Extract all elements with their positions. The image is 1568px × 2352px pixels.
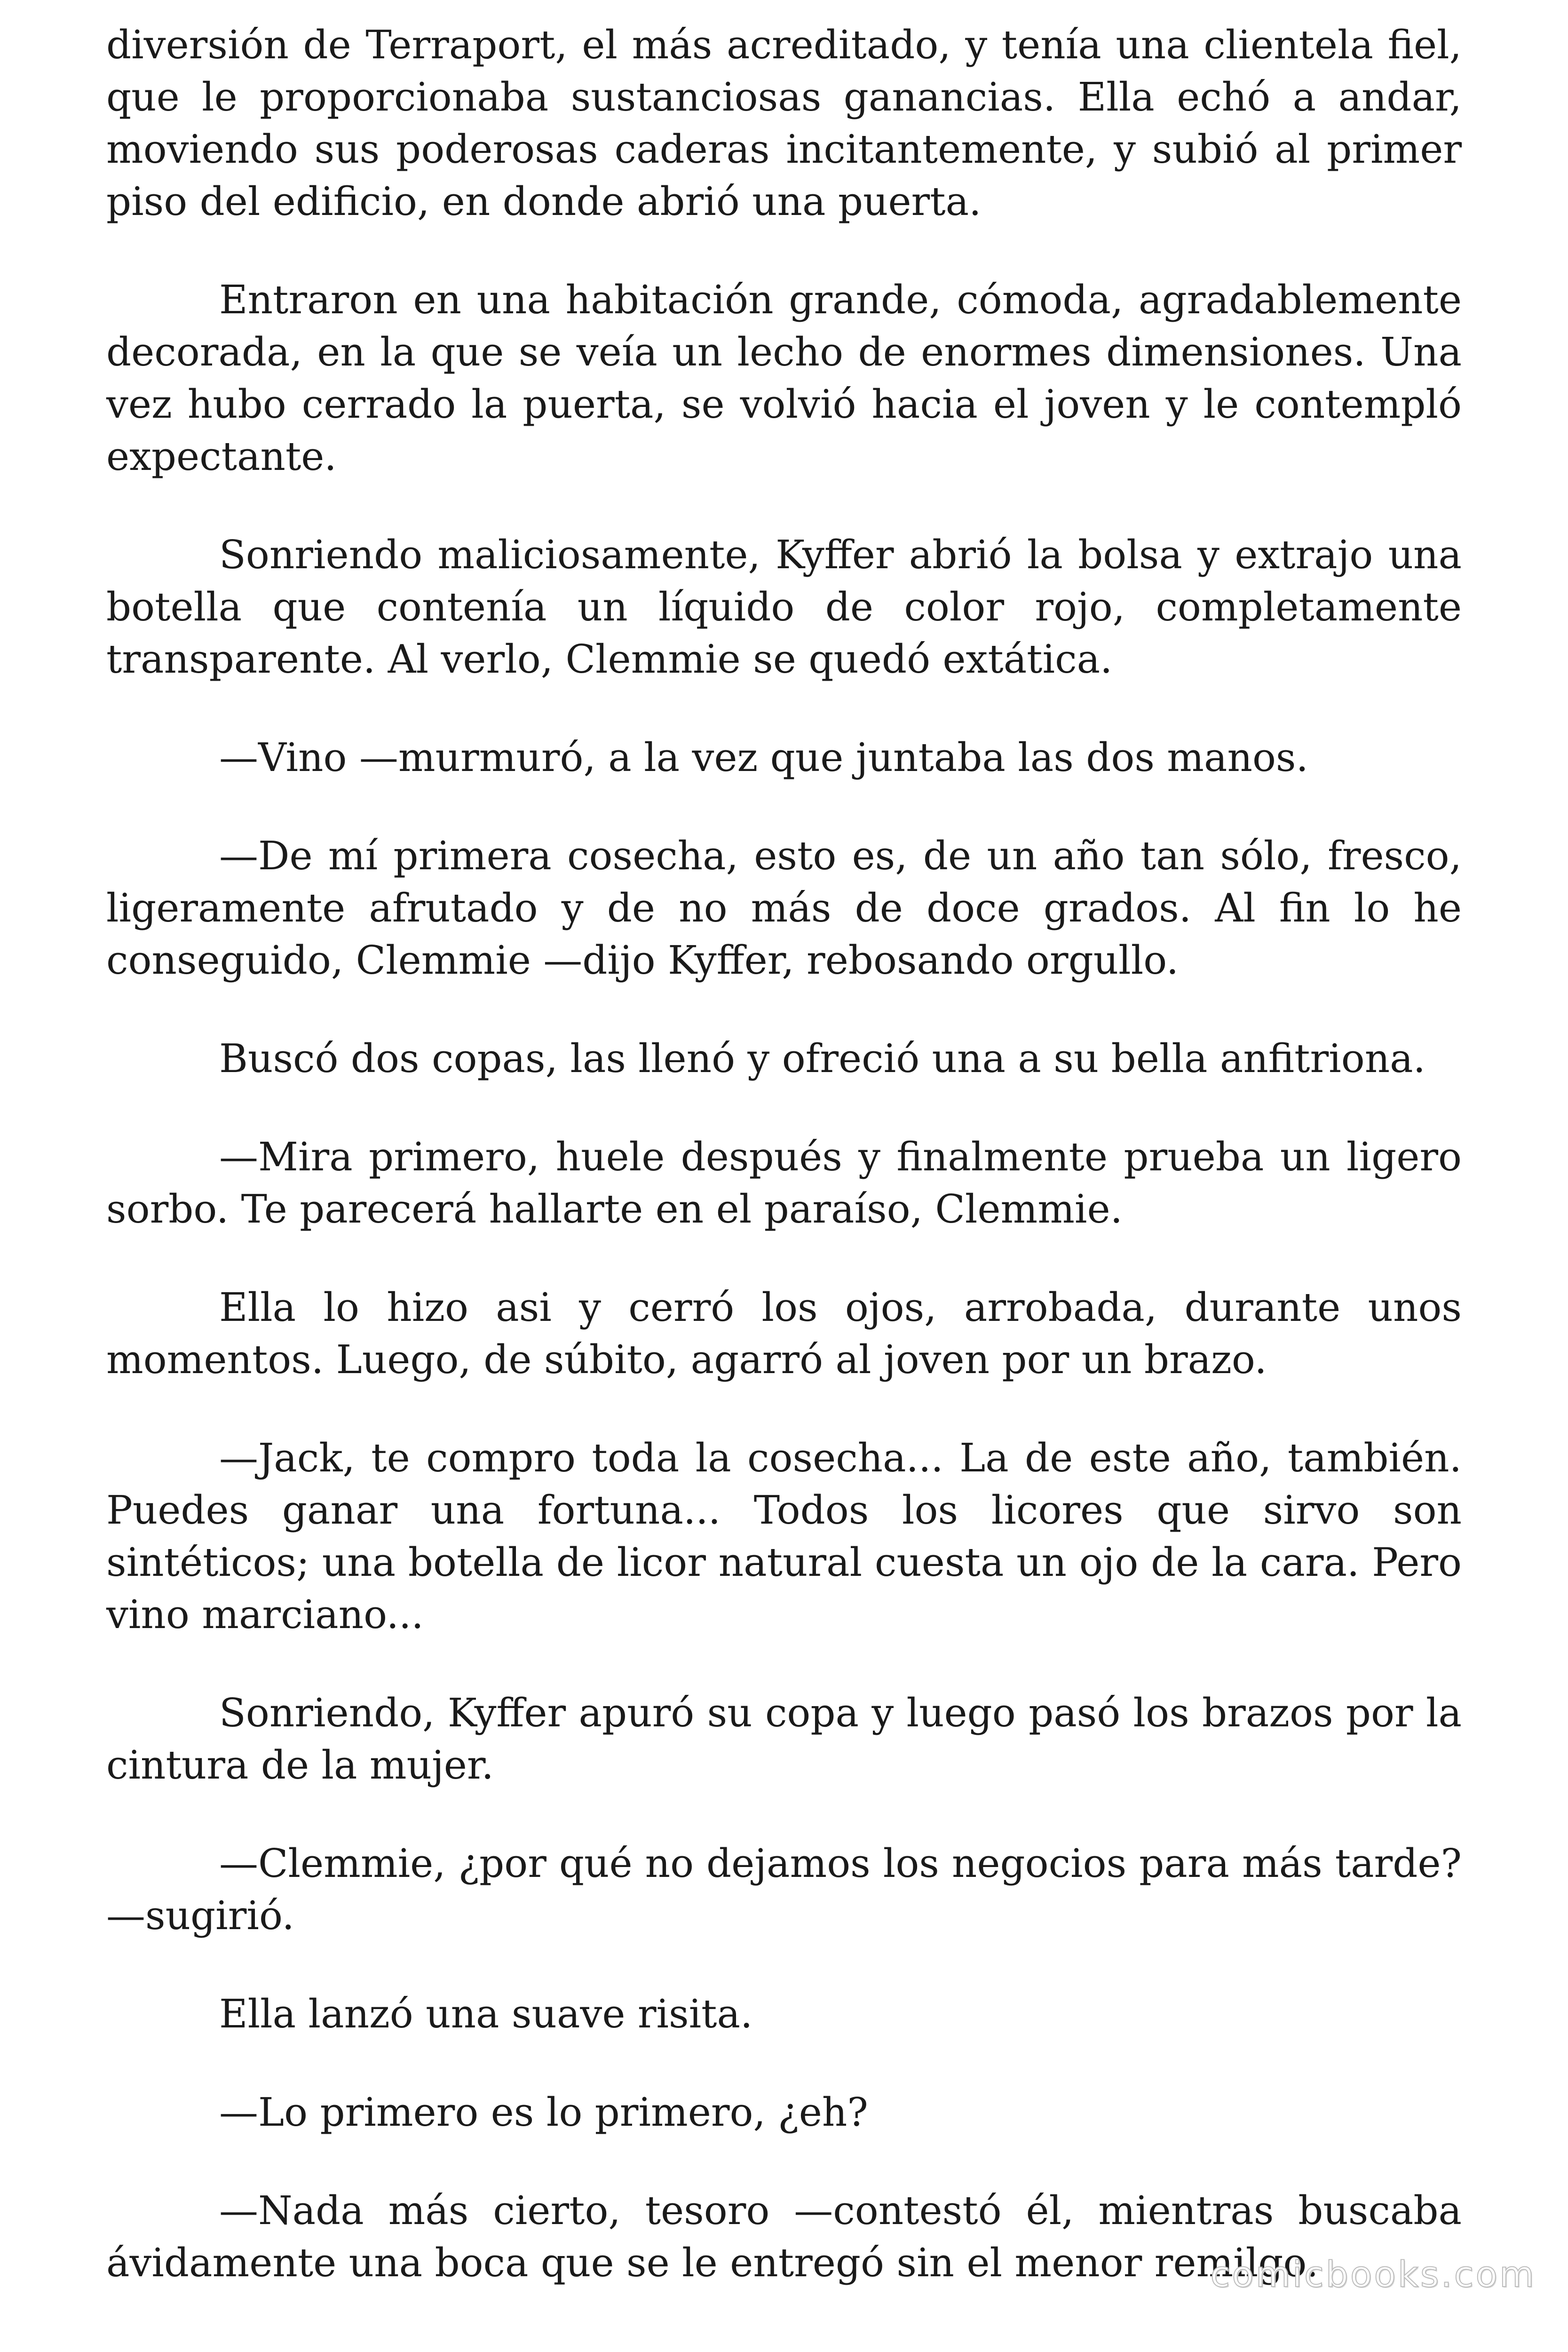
paragraph: Sonriendo maliciosamente, Kyffer abrió la bolsa y extrajo una botella que contenía un líquido de color rojo, completamente transparente. Al verlo, Clemmie se quedó extática.	[106, 532, 1462, 682]
dialogue-paragraph: —Jack, te compro toda la cosecha... La de este año, también. Puedes ganar una fortuna... Todos los licores que sirvo son sintéticos; una botella de licor natural cuesta un ojo de la cara. Pero vino marciano...	[106, 1435, 1462, 1637]
paragraph-continued: diversión de Terraport, el más acreditado, y tenía una clientela fiel, que le proporcionaba sustanciosas ganancias. Ella echó a andar, moviendo sus poderosas caderas incitantemente, y subió al primer piso del edificio, en donde abrió una puerta.	[106, 22, 1462, 224]
dialogue-paragraph: —Mira primero, huele después y finalmente prueba un ligero sorbo. Te parecerá hallarte en el paraíso, Clemmie.	[106, 1134, 1462, 1232]
paragraph: Ella lo hizo asi y cerró los ojos, arrobada, durante unos momentos. Luego, de súbito, agarró al joven por un brazo.	[106, 1285, 1462, 1383]
dialogue-paragraph: —De mí primera cosecha, esto es, de un año tan sólo, fresco, ligeramente afrutado y de no más de doce grados. Al fin lo he conseguido, Clemmie —dijo Kyffer, rebosando orgullo.	[106, 833, 1462, 983]
paragraph: Buscó dos copas, las llenó y ofreció una a su bella anfitriona.	[219, 1036, 1426, 1081]
paragraph: Entraron en una habitación grande, cómoda, agradablemente decorada, en la que se veía un lecho de enormes dimensiones. Una vez hubo cerrado la puerta, se volvió hacia el joven y le contempló expectante.	[106, 277, 1462, 479]
paragraph: Sonriendo, Kyffer apuró su copa y luego pasó los brazos por la cintura de la mujer.	[106, 1690, 1462, 1788]
paragraph: Ella lanzó una suave risita.	[219, 1991, 753, 2037]
book-page-text	[106, 19, 1462, 2335]
watermark: comicbooks.com	[1210, 2253, 1536, 2295]
dialogue-paragraph: —Lo primero es lo primero, ¿eh?	[219, 2090, 868, 2135]
dialogue-paragraph: —Clemmie, ¿por qué no dejamos los negocios para más tarde? —sugirió.	[106, 1841, 1462, 1939]
dialogue-paragraph: —Nada más cierto, tesoro —contestó él, mientras buscaba ávidamente una boca que se le entregó sin el menor remilgo.	[106, 2188, 1462, 2286]
dialogue-paragraph: —Vino —murmuró, a la vez que juntaba las dos manos.	[219, 735, 1308, 780]
